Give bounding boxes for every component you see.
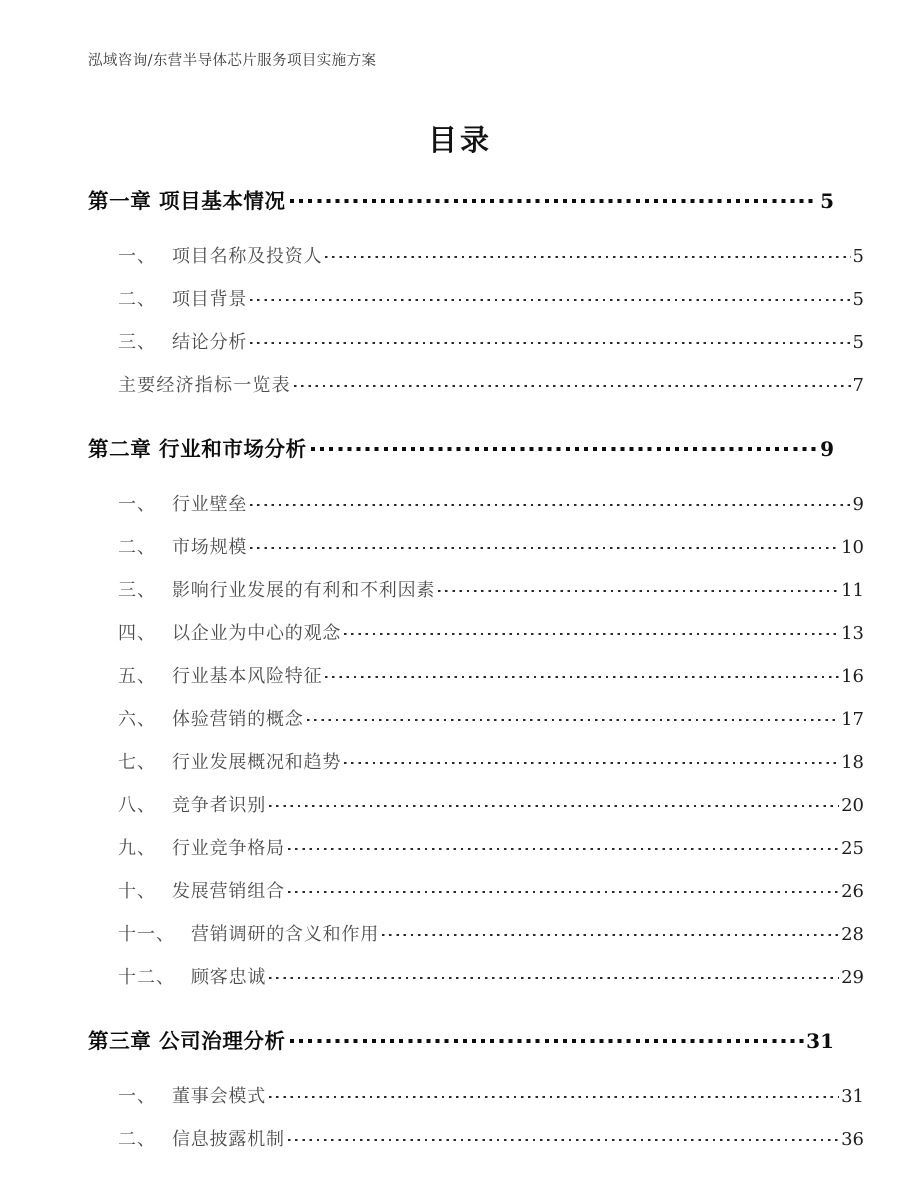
toc-dot-leader [344,750,839,768]
toc-entry-label: 发展营销组合 [172,881,285,902]
toc-page-number: 31 [841,1086,864,1107]
toc-dot-leader [382,922,839,940]
toc-entry-label: 行业竞争格局 [172,838,285,859]
toc-entry-label: 行业发展概况和趋势 [172,752,342,773]
page-title: 目录 [427,123,492,157]
toc-entry-label: 市场规模 [172,537,248,558]
toc-page-number: 13 [841,623,864,644]
toc-dot-leader [269,965,839,983]
toc-entry-row[interactable] [88,1082,864,1125]
toc-entry-label: 结论分析 [172,332,248,353]
toc-entry-number: 十、 [118,881,156,902]
toc-chapter-row[interactable] [88,430,834,474]
toc-entry-label: 营销调研的含义和作用 [191,924,379,945]
toc-entry-row[interactable] [88,533,864,576]
toc-entry-number: 二、 [118,537,156,558]
toc-entry-number: 三、 [118,580,156,601]
toc-chapter-row[interactable] [88,182,834,226]
toc-entry-row[interactable] [88,748,864,791]
toc-chapter-label: 第一章 项目基本情况 [88,189,286,213]
toc-entry-number: 八、 [118,795,156,816]
toc-dot-leader [307,707,839,725]
toc-entry-number: 二、 [118,289,156,310]
toc-entry-row[interactable] [88,371,864,414]
toc-entry-label: 影响行业发展的有利和不利因素 [172,580,436,601]
toc-dot-leader [294,373,851,391]
toc-entry-label: 体验营销的概念 [172,709,304,730]
toc-page-number: 25 [841,838,864,859]
toc-entry-row[interactable] [88,705,864,748]
toc-dot-leader [288,836,839,854]
toc-page-number: 5 [852,289,864,310]
table-of-contents [88,182,864,1168]
toc-entry-row[interactable] [88,328,864,371]
toc-entry-row[interactable] [88,1125,864,1168]
toc-dot-leader [290,1028,805,1048]
toc-entry-label: 信息披露机制 [172,1129,285,1150]
toc-entry-row[interactable] [88,662,864,705]
toc-dot-leader [325,664,839,682]
toc-entry-number: 一、 [118,1086,156,1107]
toc-dot-leader [269,793,839,811]
toc-page-number: 26 [841,881,864,902]
toc-page-number: 17 [841,709,864,730]
toc-entry-label: 行业壁垒 [172,494,248,515]
toc-page-number: 9 [820,437,834,461]
toc-entry-row[interactable] [88,963,864,1006]
toc-entry-number: 十二、 [118,967,175,988]
toc-page-number: 16 [841,666,864,687]
toc-dot-leader [290,188,818,208]
toc-entry-number: 二、 [118,1129,156,1150]
toc-entry-row[interactable] [88,576,864,619]
toc-dot-leader [288,1127,839,1145]
toc-entry-label: 竞争者识别 [172,795,266,816]
toc-entry-number: 一、 [118,494,156,515]
toc-page-number: 5 [852,332,864,353]
toc-entry-row[interactable] [88,834,864,877]
toc-page-number: 5 [820,189,834,213]
toc-entry-row[interactable] [88,490,864,533]
toc-dot-leader [325,244,850,262]
toc-entry-label: 顾客忠诚 [191,967,267,988]
toc-entry-number: 三、 [118,332,156,353]
toc-dot-leader [438,578,839,596]
toc-dot-leader [250,492,850,510]
toc-page-number: 36 [841,1129,864,1150]
toc-entry-number: 五、 [118,666,156,687]
toc-entry-row[interactable] [88,920,864,963]
toc-entry-number: 七、 [118,752,156,773]
toc-dot-leader [250,287,850,305]
toc-page-number: 29 [841,967,864,988]
toc-chapter-label: 第三章 公司治理分析 [88,1029,286,1053]
toc-page-number: 9 [852,494,864,515]
document-header: 泓域咨询/东营半导体芯片服务项目实施方案 [88,53,377,69]
toc-page-number: 7 [852,375,864,396]
toc-entry-number: 九、 [118,838,156,859]
toc-dot-leader [311,436,818,456]
toc-page-number: 20 [841,795,864,816]
toc-entry-label: 主要经济指标一览表 [118,375,291,396]
toc-chapter-label: 第二章 行业和市场分析 [88,437,307,461]
toc-page-number: 10 [841,537,864,558]
toc-entry-label: 行业基本风险特征 [172,666,323,687]
toc-dot-leader [250,330,850,348]
toc-entry-label: 以企业为中心的观念 [172,623,342,644]
toc-entry-row[interactable] [88,242,864,285]
toc-page-number: 28 [841,924,864,945]
toc-page-number: 18 [841,752,864,773]
toc-entry-row[interactable] [88,619,864,662]
toc-page-number: 5 [852,246,864,267]
toc-entry-number: 六、 [118,709,156,730]
toc-page-number: 11 [841,580,864,601]
toc-dot-leader [344,621,839,639]
toc-entry-label: 项目名称及投资人 [172,246,323,267]
toc-dot-leader [250,535,839,553]
toc-entry-number: 四、 [118,623,156,644]
toc-entry-number: 十一、 [118,924,175,945]
toc-entry-number: 一、 [118,246,156,267]
toc-chapter-row[interactable] [88,1022,834,1066]
toc-dot-leader [288,879,839,897]
toc-entry-label: 董事会模式 [172,1086,266,1107]
toc-page-number: 31 [806,1029,834,1053]
toc-dot-leader [269,1084,839,1102]
toc-entry-row[interactable] [88,285,864,328]
toc-entry-label: 项目背景 [172,289,248,310]
toc-entry-row[interactable] [88,791,864,834]
toc-entry-row[interactable] [88,877,864,920]
